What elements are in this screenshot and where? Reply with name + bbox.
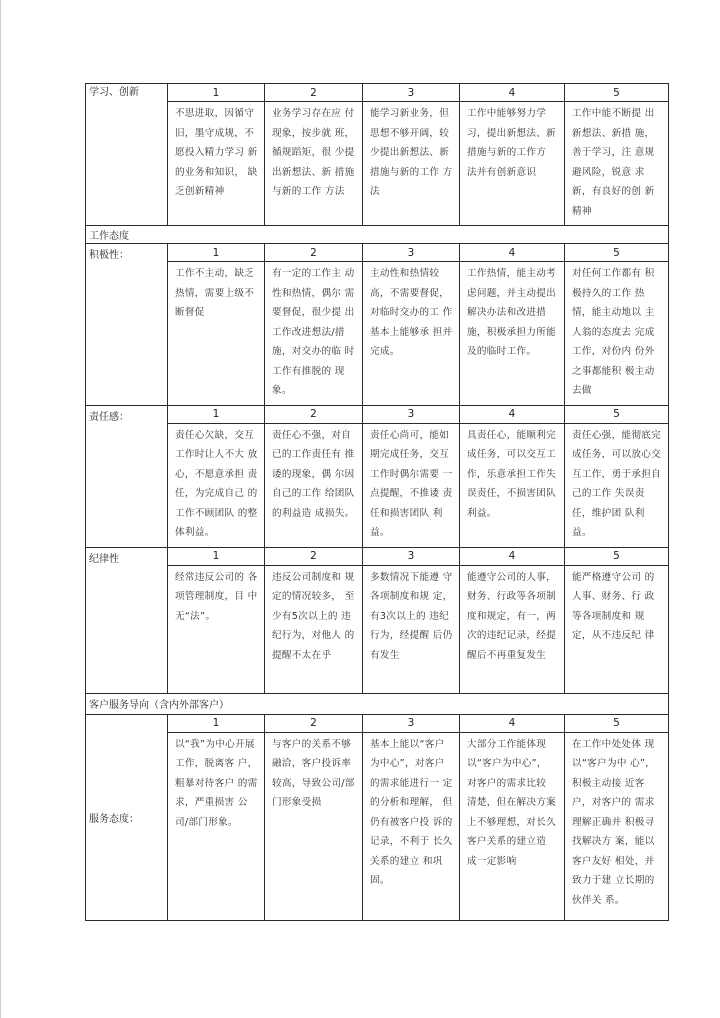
responsibility-header-row [86, 405, 669, 423]
attitude-section-title: 工作态度 [86, 226, 669, 244]
discipline-level-4: 能遵守公司的人事，财务、行政等各项制度和规定，有一，两次的违纪记录，经提醒后不再重复发生 [460, 565, 565, 693]
discipline-level-3: 多数情况下能遵 守各项制度和规 定，有3次以上的 违纪行为，经提醒 后仍有发生 [363, 565, 460, 693]
level-2-header: 2 [265, 84, 363, 102]
service-level-5: 在工作中处处体 现以“客户为中 心”，积极主动接 近客户，对客户的 需求理解正确并 积极寻找解决方 案，能以客户友好 相处，并致力于建 立长期的伙伴关 系。 [565, 732, 669, 920]
service-level-2: 与客户的关系不够融洽，客户投诉率较高，导致公司/部门形象受损 [265, 732, 363, 920]
level-5-header: 5 [565, 244, 669, 262]
discipline-level-1: 经常违反公司的 各项管理制度，目 中无“法”。 [168, 565, 265, 693]
service-section-row [86, 693, 669, 714]
initiative-header-row [86, 244, 669, 262]
responsibility-desc-row [86, 423, 669, 547]
service-level-1: 以“我”为中心开展工作，脱离客 户，粗暴对待客户 的需求，严重损害 公司/部门形象。 [168, 732, 265, 920]
level-1-header: 1 [168, 547, 265, 565]
level-4-header: 4 [460, 84, 565, 102]
evaluation-table [85, 83, 669, 921]
level-2-header: 2 [265, 244, 363, 262]
level-2-header: 2 [265, 405, 363, 423]
initiative-desc-row [86, 262, 669, 406]
initiative-level-4: 工作热情，能主动考虑问题，并主动提出解决办法和改进措施，积极承担力所能及的临时工作。 [460, 262, 565, 406]
level-3-header: 3 [363, 244, 460, 262]
learning-level-4: 工作中能够努力学习，提出新想法、新措施与新的工作方 法并有创新意识 [460, 102, 565, 226]
level-4-header: 4 [460, 547, 565, 565]
level-1-header: 1 [168, 84, 265, 102]
initiative-level-2: 有一定的工作主 动性和热情，偶尔 需要督促，很少提 出工作改进想法/措 施，对交办的临 时工作有推脱的 现象。 [265, 262, 363, 406]
level-5-header: 5 [565, 547, 669, 565]
level-1-header: 1 [168, 714, 265, 732]
service-desc-row [86, 732, 669, 920]
level-5-header: 5 [565, 714, 669, 732]
learning-level-1: 不思进取，因循守旧，墨守成规，不 愿投入精力学习 新的业务和知识， 缺乏创新精神 [168, 102, 265, 226]
service-label: 服务态度： [86, 714, 168, 920]
level-3-header: 3 [363, 405, 460, 423]
service-level-3: 基本上能以“客户为中心”，对客户的需求能进行一 定的分析和理解， 但仍有被客户投 诉的记录，不利于 长久关系的建立 和巩固。 [363, 732, 460, 920]
responsibility-level-1: 责任心欠缺，交互工作时让人不大 放心，不愿意承担 责任，为完成自己 的工作不顾团队 的整体利益。 [168, 423, 265, 547]
service-level-4: 大部分工作能体现 以“客户为中心”， 对客户的需求比较 清楚，但在解决方案 上不够理想，对长久 客户关系的建立造 成一定影响 [460, 732, 565, 920]
level-3-header: 3 [363, 84, 460, 102]
attitude-section-row [86, 226, 669, 244]
level-4-header: 4 [460, 405, 565, 423]
level-5-header: 5 [565, 84, 669, 102]
discipline-level-5: 能严格遵守公司 的人事、财务、行 政等各项制度和 规定，从不违反纪 律 [565, 565, 669, 693]
level-4-header: 4 [460, 714, 565, 732]
initiative-level-5: 对任何工作都有 积极持久的工作 热情，能主动地以 主人翁的态度去 完成工作，对份内 份外之事都能积 极主动去做 [565, 262, 669, 406]
discipline-label: 纪律性 [86, 547, 168, 693]
initiative-level-3: 主动性和热情较高，不需要督促，对临时交办的工 作基本上能够承 担并完成。 [363, 262, 460, 406]
level-3-header: 3 [363, 714, 460, 732]
page-edge [0, 0, 1, 1018]
learning-label: 学习、创新 [86, 84, 168, 226]
discipline-header-row [86, 547, 669, 565]
responsibility-level-2: 责任心不强，对自已的工作责任有 推诿的现象，偶 尔因自己的工作 给团队的利益造 成损失。 [265, 423, 363, 547]
level-1-header: 1 [168, 244, 265, 262]
level-1-header: 1 [168, 405, 265, 423]
level-5-header: 5 [565, 405, 669, 423]
learning-header-row [86, 84, 669, 102]
level-2-header: 2 [265, 547, 363, 565]
learning-desc-row [86, 102, 669, 226]
responsibility-level-5: 责任心强，能彻底完成任务，可以放心交互工作，勇于承担自己的工作 失误责任，维护团 队利益。 [565, 423, 669, 547]
initiative-label: 积极性： [86, 244, 168, 406]
learning-level-5: 工作中能不断提 出新想法、新措 施，善于学习，注 意规避风险，锐意 求新，有良好的创 新精神 [565, 102, 669, 226]
discipline-level-2: 违反公司制度和 规定的情况较多， 至少有5次以上的 违纪行为，对他人 的提醒不太在乎 [265, 565, 363, 693]
initiative-level-1: 工作不主动，缺乏热情，需要上级不 断督促 [168, 262, 265, 406]
learning-level-3: 能学习新业务，但思想不够开阔，较少提出新想法、新措施与新的工作 方法 [363, 102, 460, 226]
responsibility-level-4: 具责任心，能顺利完成任务，可以交互工作，乐意承担工作失误责任，不损害团队利益。 [460, 423, 565, 547]
level-2-header: 2 [265, 714, 363, 732]
responsibility-label: 责任感： [86, 405, 168, 547]
level-3-header: 3 [363, 547, 460, 565]
responsibility-level-3: 责任心尚可，能如期完成任务，交互工作时偶尔需要 一点提醒，不推诿 责任和损害团队 利益。 [363, 423, 460, 547]
discipline-desc-row [86, 565, 669, 693]
learning-level-2: 业务学习存在应 付现象，按步就 班，循规蹈矩，很 少提出新想法、新 措施与新的工作 方法 [265, 102, 363, 226]
level-4-header: 4 [460, 244, 565, 262]
service-header-row [86, 714, 669, 732]
service-section-title: 客户服务导向（含内外部客户） [86, 693, 669, 714]
